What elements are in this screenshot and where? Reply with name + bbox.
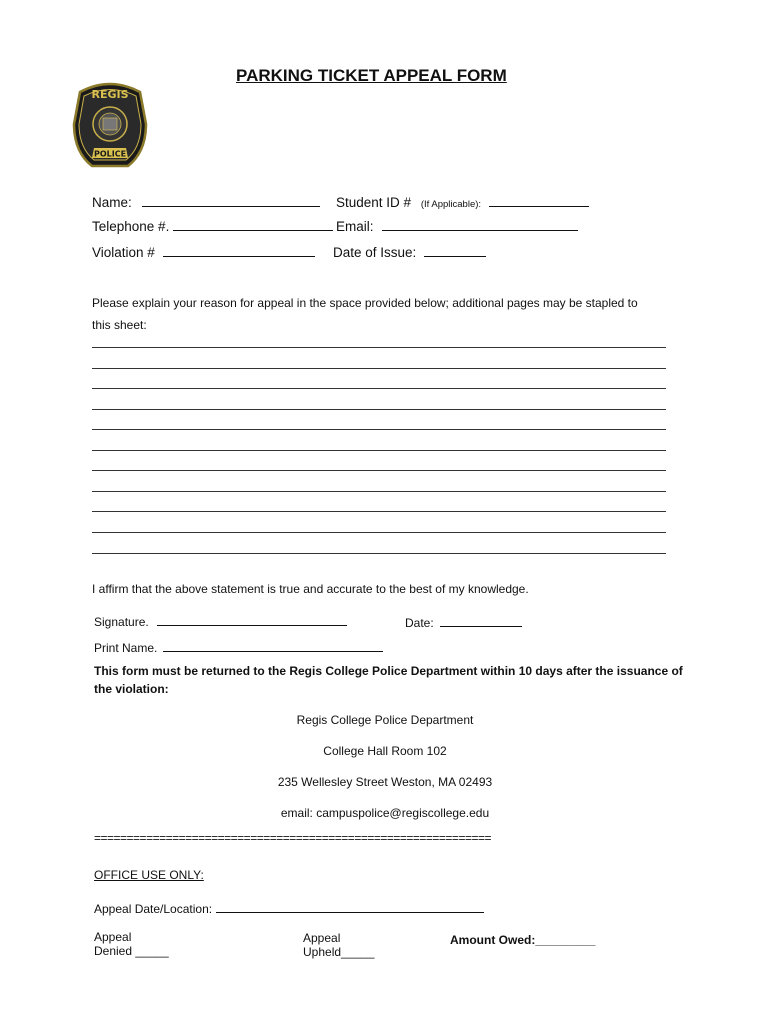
name-label: Name: <box>92 195 132 210</box>
appeal-text-line[interactable] <box>92 347 666 348</box>
email-label: Email: <box>336 219 374 234</box>
email-field[interactable] <box>336 218 578 234</box>
office-use-heading: OFFICE USE ONLY: <box>94 868 204 882</box>
print-name-label: Print Name. <box>94 641 158 655</box>
appeal-denied-label-1: Appeal <box>94 930 132 944</box>
appeal-text-line[interactable] <box>92 388 666 389</box>
date-of-issue-label: Date of Issue: <box>333 245 417 260</box>
date-label: Date: <box>405 616 434 630</box>
form-title: PARKING TICKET APPEAL FORM <box>236 66 507 85</box>
affirm-statement: I affirm that the above statement is true and accurate to the best of my knowledge. <box>92 582 529 596</box>
appeal-denied-field[interactable] <box>94 930 169 958</box>
appeal-text-line[interactable] <box>92 491 666 492</box>
date-field[interactable] <box>405 614 522 630</box>
appeal-upheld-field[interactable] <box>303 931 374 959</box>
amount-owed-field[interactable]: Amount Owed:_________ <box>450 933 596 947</box>
appeal-date-location-field[interactable] <box>94 900 484 916</box>
department-email: email: campuspolice@regiscollege.edu <box>280 806 490 820</box>
appeal-upheld-label-1: Appeal <box>303 931 341 945</box>
appeal-text-line[interactable] <box>92 450 666 451</box>
appeal-text-line[interactable] <box>92 470 666 471</box>
student-id-note: (If Applicable): <box>420 199 482 210</box>
signature-field[interactable] <box>94 613 347 629</box>
svg-text:REGIS: REGIS <box>91 88 129 101</box>
appeal-instructions: Please explain your reason for appeal in the space provided below; additional pages may be stapled to <box>92 296 638 310</box>
violation-field[interactable] <box>92 244 315 260</box>
date-of-issue-field[interactable] <box>333 244 486 260</box>
return-notice-cont: the violation: <box>94 682 169 696</box>
department-name: Regis College Police Department <box>296 713 474 727</box>
department-street: 235 Wellesley Street Weston, MA 02493 <box>277 775 493 789</box>
appeal-text-line[interactable] <box>92 429 666 430</box>
appeal-text-line[interactable] <box>92 553 666 554</box>
appeal-instructions-cont: this sheet: <box>92 318 147 332</box>
department-room: College Hall Room 102 <box>323 744 447 758</box>
appeal-text-line[interactable] <box>92 511 666 512</box>
return-notice: This form must be returned to the Regis College Police Department within 10 days after the issuance of <box>94 664 683 678</box>
violation-label: Violation # <box>92 245 155 260</box>
section-divider: ============================================================= <box>94 831 491 845</box>
appeal-denied-label-2: Denied _____ <box>94 944 169 958</box>
appeal-text-line[interactable] <box>92 409 666 410</box>
svg-text:POLICE: POLICE <box>93 149 127 159</box>
student-id-label: Student ID # <box>336 195 412 210</box>
appeal-upheld-label-2: Upheld_____ <box>303 945 375 959</box>
telephone-label: Telephone #. <box>92 219 170 234</box>
telephone-field[interactable] <box>92 218 333 234</box>
name-field[interactable] <box>92 194 320 210</box>
appeal-date-location-label: Appeal Date/Location: <box>94 902 213 916</box>
print-name-field[interactable] <box>94 639 383 655</box>
student-id-field[interactable] <box>336 194 589 210</box>
signature-label: Signature. <box>94 615 149 629</box>
regis-police-badge-logo <box>72 78 148 172</box>
appeal-text-line[interactable] <box>92 532 666 533</box>
appeal-text-line[interactable] <box>92 368 666 369</box>
